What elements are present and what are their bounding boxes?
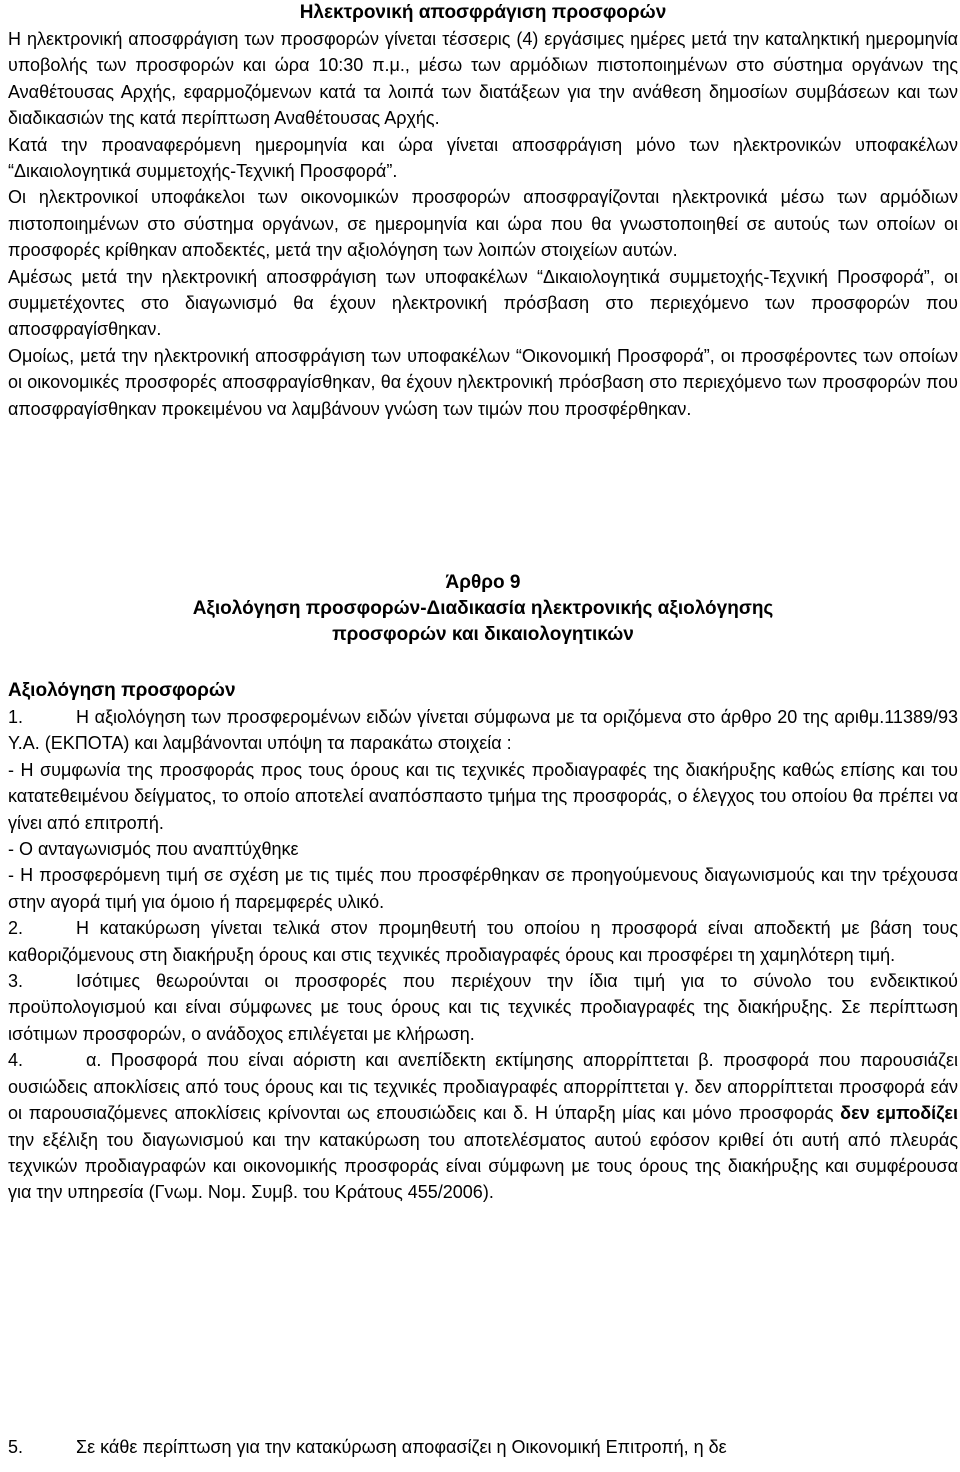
item-bold-text: δεν εμποδίζει	[840, 1103, 958, 1124]
numbered-item	[8, 1047, 958, 1205]
item-text: Η αξιολόγηση των προσφερομένων ειδών γίνεται σύμφωνα με τα οριζόμενα στο άρθρο 20 της αριθμ.11389/93 Υ.Α. (ΕΚΠΟΤΑ) και λαμβάνονται υπόψη τα παρακάτω στοιχεία :	[8, 707, 958, 754]
paragraph: Ομοίως, μετά την ηλεκτρονική αποσφράγιση των υποφακέλων “Οικονομική Προσφορά”, οι προσφέροντες των οποίων οι οικονομικές προσφορές αποσφραγίσθηκαν, θα έχουν ηλεκτρονική πρόσβαση στο περιεχόμενο των προσφορών που αποσφραγίσθηκαν προκειμένου να λαμβάνουν γνώση των τιμών που προσφέρθηκαν.	[8, 345, 958, 419]
numbered-item	[8, 704, 958, 757]
paragraph: Οι ηλεκτρονικοί υποφάκελοι των οικονομικών προσφορών αποσφραγίζονται ηλεκτρονικά μέσω των αρμόδιων πιστοποιημένων στο σύστημα οργάνων, σε ημερομηνία και ώρα που θα γνωστοποιηθεί σε αυτούς των οποίων οι προσφορές κρίθηκαν αποδεκτές, μετά την αξιολόγηση των λοιπών στοιχείων αυτών.	[8, 187, 958, 261]
item-text: α. Προσφορά που είναι αόριστη και ανεπίδεκτη εκτίμησης απορρίπτεται β. προσφορά που παρουσιάζει ουσιώδεις αποκλίσεις από τους όρους και τις τεχνικές προδιαγραφές απορρίπτεται γ. δεν απορρίπτεται προσφορά εάν οι παρουσιαζόμενες αποκλίσεις κρίνονται ως επουσιώδεις και δ. Η ύπαρξη μίας και μόνο προσφοράς	[8, 1050, 958, 1124]
paragraph: Κατά την προαναφερόμενη ημερομηνία και ώρα γίνεται αποσφράγιση μόνο των ηλεκτρονικών υποφακέλων “Δικαιολογητικά συμμετοχής-Τεχνική Προσφορά”.	[8, 134, 958, 182]
dash-item: - Η προσφερόμενη τιμή σε σχέση με τις τιμές που προσφέρθηκαν σε προηγούμενους διαγωνισμούς και την τρέχουσα στην αγορά τιμή για όμοιο ή παρεμφερές υλικό.	[8, 865, 958, 912]
item-text: Σε κάθε περίπτωση για την κατακύρωση αποφασίζει η Οικονομική Επιτροπή, η δε	[76, 1437, 727, 1457]
item-number: 5.	[8, 1437, 24, 1457]
item-text: Η κατακύρωση γίνεται τελικά στον προμηθευτή του οποίου η προσφορά είναι αποδεκτή με βάση τους καθοριζόμενους στη διακήρυξη όρους και στις τεχνικές προδιαγραφές όρους και προσφέρει τη χαμηλότερη τιμή.	[8, 918, 958, 965]
paragraph: Η ηλεκτρονική αποσφράγιση των προσφορών γίνεται τέσσερις (4) εργάσιμες ημέρες μετά την καταληκτική ημερομηνία υποβολής των προσφορών και ώρα 10:30 π.μ., μέσω των αρμόδιων πιστοποιημένων στο σύστημα οργάνων της Αναθέτουσας Αρχής, εφαρμοζόμενων κατά τα λοιπά των διατάξεων για την ανάθεση δημοσίων συμβάσεων και των διαδικασιών της κατά περίπτωση Αναθέτουσας Αρχής.	[8, 29, 958, 129]
item-number: 1.	[8, 707, 24, 727]
item-number: 3.	[8, 971, 24, 992]
numbered-item-5	[8, 1434, 958, 1460]
numbered-item	[8, 915, 958, 968]
item-number: 4.	[8, 1050, 24, 1071]
article-title-continued: προσφορών και δικαιολογητικών	[332, 624, 634, 645]
item-number: 2.	[8, 918, 24, 939]
item-text-continued: την εξέλιξη του διαγωνισμού και την κατακύρωση του αποτελέσματος αυτού εφόσον κριθεί ότι αυτή από πλευράς τεχνικών προδιαγραφών και οικονομικής προσφοράς είναι σύμφωνη με τους όρους της διακήρυξης και συμφέρουσα για την υπηρεσία (Γνωμ. Νομ. Συμβ. του Κράτους 455/2006).	[8, 1129, 958, 1203]
article-title: Αξιολόγηση προσφορών-Διαδικασία ηλεκτρονικής αξιολόγησης	[192, 598, 774, 619]
subsection-heading: Αξιολόγηση προσφορών	[8, 680, 236, 701]
item-text: Ισότιμες θεωρούνται οι προσφορές που περιέχουν την ίδια τιμή για το σύνολο του ενδεικτικού προϋπολογισμού και είναι σύμφωνες με τους όρους και τις τεχνικές προδιαγραφές της διακήρυξης. Σε περίπτωση ισότιμων προσφορών, ο ανάδοχος επιλέγεται με κλήρωση.	[8, 971, 958, 1044]
evaluation-section	[8, 678, 958, 1206]
paragraph: Αμέσως μετά την ηλεκτρονική αποσφράγιση των υποφακέλων “Δικαιολογητικά συμμετοχής-Τεχνική Προσφορά”, οι συμμετέχοντες στο διαγωνισμό θα έχουν ηλεκτρονική πρόσβαση στο περιεχόμενο των προσφορών που αποσφραγίσθηκαν.	[8, 266, 958, 340]
section-heading: Ηλεκτρονική αποσφράγιση προσφορών	[299, 2, 667, 23]
article-number: Άρθρο 9	[445, 572, 521, 593]
numbered-item	[8, 1434, 958, 1460]
dash-item: - Ο ανταγωνισμός που αναπτύχθηκε	[8, 839, 299, 860]
article-header	[8, 570, 958, 648]
sealing-section	[8, 0, 958, 422]
dash-item: - Η συμφωνία της προσφοράς προς τους όρους και τις τεχνικές προδιαγραφές της διακήρυξης καθώς επίσης και του κατατεθειμένου δείγματος, το οποίο αποτελεί αναπόσπαστο τμήμα της προσφοράς, ο έλεγχος του οποίου θα πρέπει να γίνει από επιτροπή.	[8, 759, 958, 833]
numbered-item	[8, 968, 958, 1047]
